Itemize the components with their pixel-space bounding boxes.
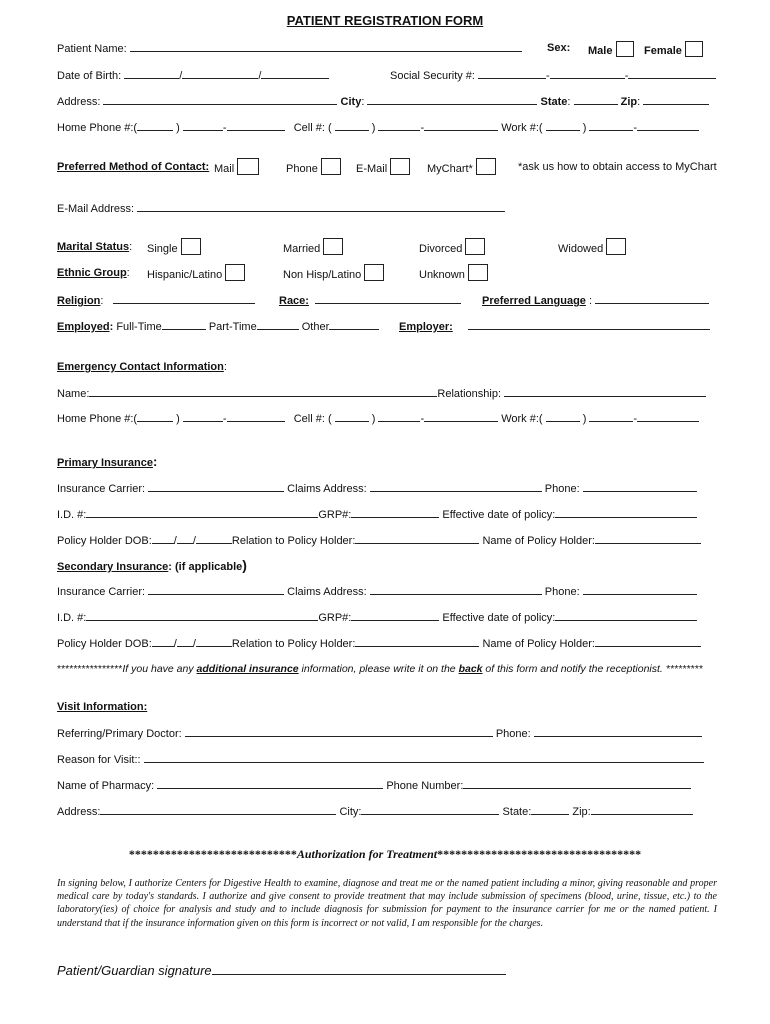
- secondary-effective-label: Effective date of policy:: [442, 612, 556, 624]
- relationship-label: Relationship:: [437, 388, 501, 400]
- pharmacy-state-field[interactable]: [531, 804, 569, 815]
- pharmacy-zip-field[interactable]: [591, 804, 693, 815]
- primary-id-label: I.D. #:: [57, 509, 87, 521]
- pharmacy-state-label: State:: [502, 806, 532, 818]
- widowed-label: Widowed: [558, 243, 604, 255]
- email-address-field[interactable]: [137, 201, 505, 212]
- auth-stars-left: ****************************: [128, 847, 297, 861]
- male-checkbox[interactable]: [616, 41, 634, 57]
- non-hispanic-label: Non Hisp/Latino: [283, 269, 362, 281]
- language-row: Preferred Language :: [482, 293, 709, 308]
- dob-month-field[interactable]: [124, 68, 179, 79]
- zip-label: Zip: [620, 96, 638, 108]
- state-label: State: [540, 96, 568, 108]
- mychart-label: MyChart*: [427, 163, 473, 175]
- emergency-phone-row: Home Phone #:( ) - Cell #: ( ) - Work #:( ) -: [57, 411, 699, 426]
- divorced-label: Divorced: [419, 243, 463, 255]
- ssn-label: Social Security #:: [390, 70, 475, 82]
- secondary-holder-name-field[interactable]: [595, 636, 701, 647]
- secondary-carrier-field[interactable]: [148, 584, 284, 595]
- sex-male-option: [588, 41, 634, 58]
- pharmacy-zip-label: Zip:: [572, 806, 591, 818]
- auth-stars-right: **********************************: [437, 847, 642, 861]
- single-label: Single: [147, 243, 178, 255]
- religion-field[interactable]: [113, 293, 255, 304]
- unknown-checkbox[interactable]: [468, 264, 488, 281]
- primary-effective-label: Effective date of policy:: [442, 509, 556, 521]
- hispanic-checkbox[interactable]: [225, 264, 245, 281]
- secondary-id-label: I.D. #:: [57, 612, 87, 624]
- other-label: Other: [301, 321, 330, 333]
- phone-checkbox[interactable]: [321, 158, 341, 175]
- phone-label: Phone: [286, 163, 318, 175]
- primary-id-field[interactable]: [86, 507, 318, 518]
- preferred-language-field[interactable]: [595, 293, 709, 304]
- ssn-part3-field[interactable]: [628, 68, 716, 79]
- primary-effective-field[interactable]: [555, 507, 697, 518]
- contact-method-row: [57, 160, 209, 174]
- emergency-heading-wrap: Emergency Contact Information:: [57, 361, 227, 373]
- pharmacy-phone-label: Phone Number:: [386, 780, 464, 792]
- note-back: back: [458, 663, 483, 675]
- contact-method-label: Preferred Method of Contact:: [57, 161, 210, 173]
- secondary-relation-label: Relation to Policy Holder:: [231, 638, 356, 650]
- email-option-label: E-Mail: [356, 163, 388, 175]
- non-hispanic-checkbox[interactable]: [364, 264, 384, 281]
- mail-label: Mail: [214, 163, 235, 175]
- work-area-field[interactable]: [546, 120, 580, 131]
- form-title: PATIENT REGISTRATION FORM: [286, 13, 484, 28]
- patient-name-field[interactable]: [130, 41, 522, 52]
- secondary-phone-label: Phone:: [544, 586, 580, 598]
- marital-widowed-option: [558, 238, 626, 256]
- ethnic-non-hispanic-option: [283, 264, 384, 282]
- secondary-grp-label: GRP#:: [318, 612, 352, 624]
- doctor-label: Referring/Primary Doctor:: [57, 728, 182, 740]
- em-cell-label: Cell #: (: [293, 413, 332, 425]
- zip-field[interactable]: [643, 94, 709, 105]
- contact-mail-option: [214, 158, 259, 176]
- patient-name-label: Patient Name:: [57, 43, 127, 55]
- primary-holder-name-field[interactable]: [595, 533, 701, 544]
- primary-holder-dob-day[interactable]: [177, 533, 193, 544]
- emergency-name-row: [57, 386, 706, 401]
- secondary-id-field[interactable]: [86, 610, 318, 621]
- note-additional-insurance: additional insurance: [196, 663, 299, 675]
- secondary-claims-field[interactable]: [370, 584, 542, 595]
- home-phone-prefix-field[interactable]: [183, 120, 223, 131]
- em-home-area-field[interactable]: [137, 411, 173, 422]
- work-prefix-field[interactable]: [589, 120, 633, 131]
- primary-grp-label: GRP#:: [318, 509, 352, 521]
- ethnic-group-label-wrap: Ethnic Group:: [57, 267, 130, 279]
- primary-holder-name-label: Name of Policy Holder:: [482, 535, 595, 547]
- marital-single-option: [147, 238, 201, 256]
- ethnic-unknown-option: [419, 264, 488, 282]
- em-work-line-field[interactable]: [637, 411, 699, 422]
- primary-carrier-label: Insurance Carrier:: [57, 483, 146, 495]
- secondary-holder-dob-month[interactable]: [152, 636, 174, 647]
- primary-holder-row: Policy Holder DOB: / / Relation to Policy Holder: Name of Policy Holder:: [57, 533, 701, 548]
- em-cell-prefix-field[interactable]: [378, 411, 420, 422]
- part-time-label: Part-Time: [208, 321, 257, 333]
- mail-checkbox[interactable]: [237, 158, 259, 175]
- unknown-label: Unknown: [419, 269, 465, 281]
- em-work-prefix-field[interactable]: [589, 411, 633, 422]
- primary-holder-dob-year[interactable]: [196, 533, 232, 544]
- ethnic-group-label: Ethnic Group: [57, 267, 127, 279]
- primary-carrier-field[interactable]: [148, 481, 284, 492]
- pharmacy-address-row: [57, 804, 693, 819]
- reason-field[interactable]: [144, 752, 704, 763]
- primary-phone-label: Phone:: [544, 483, 580, 495]
- other-field[interactable]: [329, 319, 379, 330]
- primary-grp-field[interactable]: [351, 507, 439, 518]
- employment-row: Employed: Full-Time Part-Time Other: [57, 319, 379, 334]
- ssn-part1-field[interactable]: [478, 68, 546, 79]
- secondary-grp-field[interactable]: [351, 610, 439, 621]
- pharmacy-address-field[interactable]: [100, 804, 336, 815]
- note-text-c: information, please write it on the: [298, 663, 459, 675]
- relationship-field[interactable]: [504, 386, 706, 397]
- secondary-insurance-heading-wrap: Secondary Insurance: (if applicable): [57, 557, 247, 573]
- secondary-insurance-heading: Secondary Insurance: [57, 561, 169, 573]
- contact-phone-option: [286, 158, 341, 176]
- religion-row: Religion:: [57, 293, 255, 308]
- mychart-checkbox[interactable]: [476, 158, 496, 175]
- full-time-label: Full-Time: [116, 321, 162, 333]
- note-stars: ****************: [57, 663, 123, 675]
- dob-day-field[interactable]: [182, 68, 258, 79]
- note-text-e: of this form and notify the receptionist. *********: [482, 663, 703, 675]
- mychart-note: *ask us how to obtain access to MyChart: [518, 161, 717, 173]
- race-field[interactable]: [315, 293, 461, 304]
- single-checkbox[interactable]: [181, 238, 201, 255]
- secondary-holder-dob-year[interactable]: [196, 636, 232, 647]
- part-time-field[interactable]: [257, 319, 299, 330]
- ssn-row: Social Security #: - -: [390, 68, 716, 83]
- doctor-field[interactable]: [185, 726, 493, 737]
- work-label: Work #:(: [501, 122, 543, 134]
- race-row: [279, 293, 461, 308]
- religion-label: Religion: [57, 295, 101, 307]
- divorced-checkbox[interactable]: [465, 238, 485, 255]
- email-address-label: E-Mail Address:: [57, 203, 135, 215]
- cell-label: Cell #: (: [293, 122, 332, 134]
- auth-title-text: Authorization for Treatment: [296, 847, 438, 861]
- signature-label: Patient/Guardian signature: [57, 963, 212, 978]
- visit-reason-row: [57, 752, 704, 767]
- em-home-line-field[interactable]: [227, 411, 285, 422]
- primary-relation-label: Relation to Policy Holder:: [231, 535, 356, 547]
- married-label: Married: [283, 243, 321, 255]
- secondary-claims-label: Claims Address:: [287, 586, 367, 598]
- secondary-carrier-label: Insurance Carrier:: [57, 586, 146, 598]
- married-checkbox[interactable]: [323, 238, 343, 255]
- dob-row: Date of Birth: / /: [57, 68, 329, 83]
- female-checkbox[interactable]: [685, 41, 703, 57]
- address-label: Address:: [57, 96, 101, 108]
- preferred-language-label: Preferred Language: [482, 295, 586, 307]
- note-text-a: If you have any: [122, 663, 197, 675]
- primary-claims-label: Claims Address:: [287, 483, 367, 495]
- employer-field[interactable]: [468, 319, 710, 330]
- pharmacy-phone-field[interactable]: [463, 778, 691, 789]
- em-home-prefix-field[interactable]: [183, 411, 223, 422]
- male-label: Male: [588, 45, 613, 57]
- primary-relation-field[interactable]: [355, 533, 479, 544]
- ethnic-hispanic-option: [147, 264, 245, 282]
- additional-insurance-note: [57, 662, 703, 676]
- authorization-text: In signing below, I authorize Centers for Digestive Health to examine, diagnose and treat me or the named patient including a minor, giving reasonable and proper medical care by today's standards. I authorize and give consent to provide treatment that may include submission of specimens (blood, urine, tissue, etc.) to the laboratory(ies) of choice for analysis and study and to include diagnosis for submission for payment to the insurance carrier for me or the named patient. I understand that if the insurance information given on this form is incorrect or not valid, I am responsible for the charges.: [57, 878, 717, 929]
- secondary-holder-row: Policy Holder DOB: / / Relation to Policy Holder: Name of Policy Holder:: [57, 636, 701, 651]
- marital-status-label: Marital Status: [57, 241, 130, 253]
- cell-area-field[interactable]: [335, 120, 369, 131]
- pharmacy-city-field[interactable]: [361, 804, 499, 815]
- pharmacy-city-label: City:: [339, 806, 362, 818]
- city-label: City: [340, 96, 362, 108]
- contact-email-option: [356, 158, 410, 176]
- primary-insurance-heading-wrap: Primary Insurance:: [57, 454, 158, 469]
- primary-phone-field[interactable]: [583, 481, 697, 492]
- emergency-heading: Emergency Contact Information: [57, 361, 224, 373]
- home-phone-label: Home Phone #:(: [57, 122, 138, 134]
- doctor-phone-label: Phone:: [495, 728, 531, 740]
- secondary-phone-field[interactable]: [583, 584, 697, 595]
- cell-prefix-field[interactable]: [378, 120, 420, 131]
- pharmacy-address-label: Address:: [57, 806, 101, 818]
- pharmacy-row: [57, 778, 691, 793]
- secondary-carrier-row: [57, 584, 697, 599]
- employed-label: Employed: [57, 321, 110, 333]
- primary-id-row: [57, 507, 697, 522]
- secondary-id-row: [57, 610, 697, 625]
- secondary-holder-dob-label: Policy Holder DOB:: [57, 638, 152, 650]
- race-label: Race:: [279, 295, 309, 307]
- primary-insurance-heading: Primary Insurance: [57, 457, 153, 469]
- pharmacy-field[interactable]: [157, 778, 383, 789]
- city-field[interactable]: [367, 94, 537, 105]
- phone-row: Home Phone #:( ) - Cell #: ( ) - Work #:( ) -: [57, 120, 699, 135]
- primary-holder-dob-label: Policy Holder DOB:: [57, 535, 152, 547]
- em-work-area-field[interactable]: [546, 411, 580, 422]
- employer-label: Employer:: [399, 321, 453, 333]
- dob-label: Date of Birth:: [57, 70, 122, 82]
- work-line-field[interactable]: [637, 120, 699, 131]
- ssn-part2-field[interactable]: [550, 68, 625, 79]
- primary-claims-field[interactable]: [370, 481, 542, 492]
- signature-row: [57, 962, 506, 978]
- secondary-holder-dob-day[interactable]: [177, 636, 193, 647]
- if-applicable-label: (if applicable: [175, 561, 243, 573]
- widowed-checkbox[interactable]: [606, 238, 626, 255]
- female-label: Female: [644, 45, 682, 57]
- primary-holder-dob-month[interactable]: [152, 533, 174, 544]
- doctor-phone-field[interactable]: [534, 726, 702, 737]
- full-time-field[interactable]: [162, 319, 206, 330]
- emergency-name-label: Name:: [57, 388, 90, 400]
- marital-married-option: [283, 238, 343, 256]
- hispanic-label: Hispanic/Latino: [147, 269, 223, 281]
- marital-status-label-wrap: Marital Status:: [57, 241, 133, 253]
- employer-row: [399, 319, 710, 334]
- dob-year-field[interactable]: [261, 68, 329, 79]
- em-work-label: Work #:(: [501, 413, 543, 425]
- sex-female-option: [644, 41, 703, 58]
- emergency-name-field[interactable]: [89, 386, 437, 397]
- em-cell-line-field[interactable]: [424, 411, 498, 422]
- visit-heading: Visit Information:: [57, 701, 148, 713]
- signature-field[interactable]: [212, 962, 506, 975]
- address-row: Address: City: State: Zip:: [57, 94, 709, 109]
- email-row: [57, 201, 505, 216]
- address-field[interactable]: [103, 94, 337, 105]
- authorization-title: [0, 847, 770, 862]
- home-phone-area-field[interactable]: [137, 120, 173, 131]
- patient-name-row: [57, 41, 522, 56]
- primary-carrier-row: [57, 481, 697, 496]
- secondary-holder-name-label: Name of Policy Holder:: [482, 638, 595, 650]
- secondary-effective-field[interactable]: [555, 610, 697, 621]
- em-cell-area-field[interactable]: [335, 411, 369, 422]
- cell-line-field[interactable]: [424, 120, 498, 131]
- reason-label: Reason for Visit::: [57, 754, 141, 766]
- secondary-relation-field[interactable]: [355, 636, 479, 647]
- pharmacy-label: Name of Pharmacy:: [57, 780, 155, 792]
- contact-mychart-option: [427, 158, 496, 176]
- visit-doctor-row: [57, 726, 702, 741]
- em-home-phone-label: Home Phone #:(: [57, 413, 138, 425]
- home-phone-line-field[interactable]: [227, 120, 285, 131]
- email-checkbox[interactable]: [390, 158, 410, 175]
- marital-divorced-option: [419, 238, 485, 256]
- sex-label: Sex:: [547, 42, 571, 54]
- state-field[interactable]: [574, 94, 618, 105]
